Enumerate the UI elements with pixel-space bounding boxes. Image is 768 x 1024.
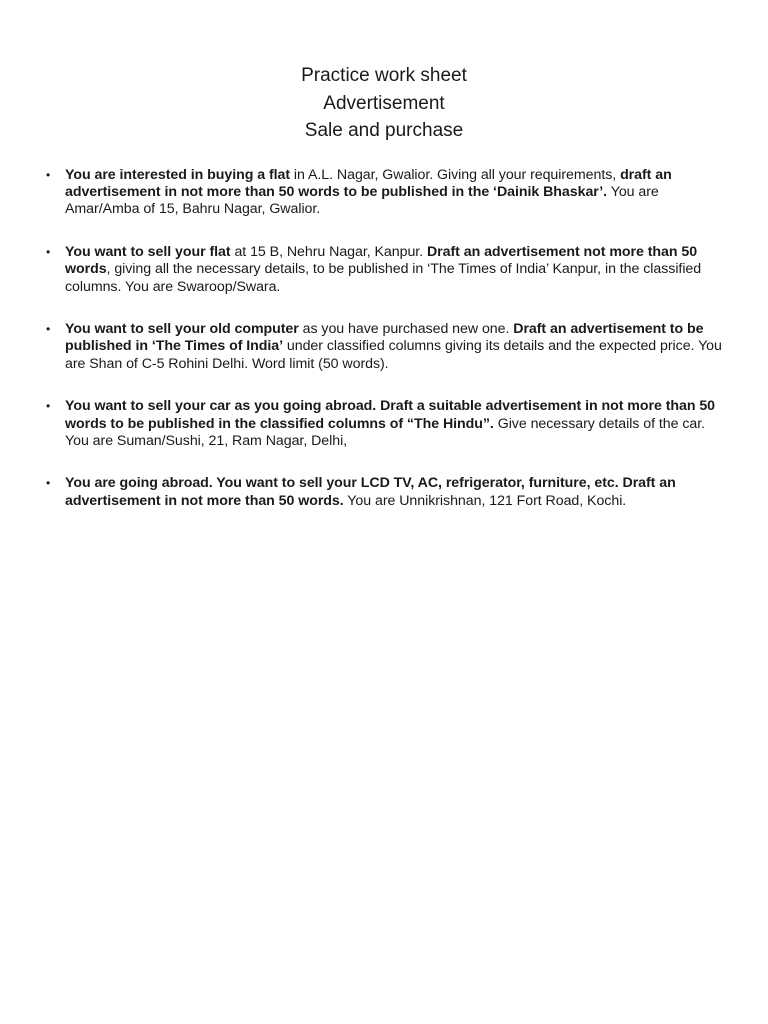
exercise-list: [0, 167, 768, 511]
bullet-icon: •: [46, 321, 51, 336]
title-line-3: Sale and purchase: [304, 120, 464, 141]
item-text: , giving all the necessary details, to be published in ‘The Times of India’ Kanpur, in the classified columns. You are Swaroop/Swara.: [65, 261, 702, 295]
item-text-bold: Draft an advertisement to be published in ‘The Times of India’: [65, 320, 704, 355]
item-text-bold: Draft an advertisement not more than 50 words: [65, 243, 698, 278]
item-text: under classified columns giving its details and the expected price. You are Shan of C-5 Rohini Delhi. Word limit (50 words).: [65, 338, 722, 372]
title-line-2: Advertisement: [323, 92, 445, 114]
item-text: You are Amar/Amba of 15, Bahru Nagar, Gwalior.: [65, 183, 659, 218]
list-item: [46, 166, 724, 219]
bullet-icon: •: [46, 167, 51, 182]
title-line-1: Practice work sheet: [301, 65, 467, 86]
item-text-bold: You are going abroad. You want to sell your LCD TV, AC, refrigerator, furniture, etc. Draft an advertisement in not more than 50 words.: [65, 475, 676, 509]
item-text: You are Unnikrishnan, 121 Fort Road, Kochi.: [343, 492, 627, 509]
title-block: [0, 62, 768, 145]
item-text-bold: draft an advertisement in not more than 50 words to be published in the ‘Dainik Bhaskar’.: [65, 166, 672, 200]
item-text: in A.L. Nagar, Gwalior. Giving all your requirements,: [290, 166, 621, 183]
item-text-bold: You are interested in buying a flat: [65, 166, 291, 183]
list-item: [46, 243, 724, 296]
bullet-icon: •: [46, 399, 51, 414]
bullet-icon: •: [46, 476, 51, 491]
list-item: [46, 320, 724, 373]
item-text: as you have purchased new one.: [298, 320, 514, 337]
list-item: [46, 398, 724, 450]
item-text-bold: You want to sell your car as you going abroad. Draft a suitable advertisement in not more than 50 words to be published in the classified columns of “The Hindu”.: [65, 398, 716, 432]
bullet-icon: •: [46, 244, 51, 259]
item-text: Give necessary details of the car. You are Suman/Sushi, 21, Ram Nagar, Delhi,: [65, 415, 705, 449]
item-text-bold: You want to sell your old computer: [65, 320, 299, 337]
item-text-bold: You want to sell your flat: [65, 243, 231, 260]
list-item: [46, 475, 724, 510]
item-text: at 15 B, Nehru Nagar, Kanpur.: [230, 243, 427, 260]
